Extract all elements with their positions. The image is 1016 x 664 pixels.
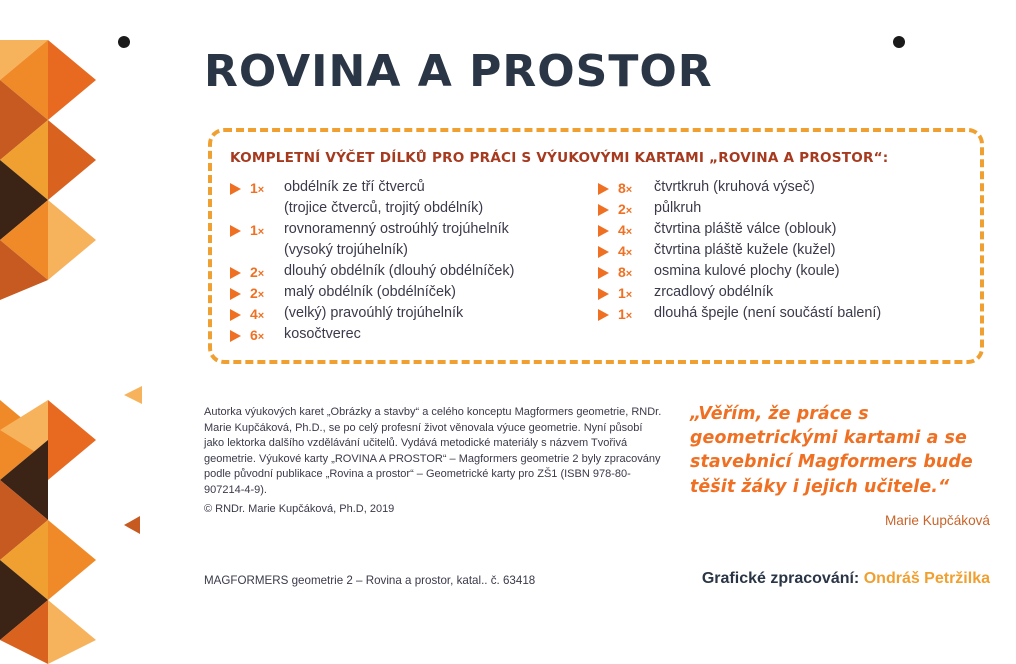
part-name: čtvrtkruh (kruhová výseč)	[654, 179, 815, 195]
arrow-right-icon	[598, 288, 609, 300]
quantity: 6×	[250, 327, 265, 343]
credits-label: Grafické zpracování:	[701, 570, 860, 587]
part-name: kosočtverec	[284, 326, 361, 342]
part-name: dlouhý obdélník (dlouhý obdélníček)	[284, 263, 515, 279]
credits-name: Ondráš Petržilka	[863, 570, 990, 587]
small-triangle-decoration	[124, 386, 144, 406]
part-note: (vysoký trojúhelník)	[284, 242, 408, 258]
quantity: 8×	[618, 264, 633, 280]
quantity: 4×	[250, 306, 265, 322]
part-name: čtvrtina pláště kužele (kužel)	[654, 242, 836, 258]
part-name: (velký) pravoúhlý trojúhelník	[284, 305, 464, 321]
quote: „Věřím, že práce s geometrickými kartami a se stavebnicí Magformers bude těšit žáky i jejich učitele.“	[690, 404, 973, 497]
arrow-right-icon	[230, 330, 241, 342]
part-name: dlouhá špejle (není součástí balení)	[654, 305, 882, 321]
arrow-right-icon	[230, 309, 241, 321]
part-name: osmina kulové plochy (koule)	[654, 263, 840, 279]
graphic-credits	[702, 570, 990, 588]
arrow-right-icon	[598, 246, 609, 258]
decorative-triangle-strip	[0, 0, 96, 664]
quote-author: Marie Kupčáková	[884, 513, 990, 528]
quantity: 4×	[618, 222, 633, 238]
catalog-info: MAGFORMERS geometrie 2 – Rovina a prostor, katal.. č. 63418	[204, 574, 536, 587]
quantity: 4×	[618, 243, 633, 259]
arrow-right-icon	[230, 225, 241, 237]
arrow-right-icon	[230, 267, 241, 279]
quantity: 2×	[250, 285, 265, 301]
part-name: rovnoramenný ostroúhlý trojúhelník	[284, 221, 509, 237]
arrow-right-icon	[230, 183, 241, 195]
arrow-right-icon	[598, 225, 609, 237]
quantity: 1×	[250, 180, 265, 196]
arrow-right-icon	[598, 309, 609, 321]
quantity: 1×	[618, 306, 633, 322]
triangle-pattern	[0, 0, 96, 664]
arrow-right-icon	[230, 288, 241, 300]
arrow-right-icon	[598, 267, 609, 279]
part-name: obdélník ze tří čtverců	[284, 179, 425, 195]
part-note: (trojice čtverců, trojitý obdélník)	[284, 200, 484, 216]
quantity: 2×	[618, 201, 633, 217]
quantity: 2×	[250, 264, 265, 280]
small-triangle-decoration	[124, 516, 144, 536]
copyright-notice: © RNDr. Marie Kupčáková, Ph.D, 2019	[204, 503, 395, 515]
quantity: 8×	[618, 180, 633, 196]
part-name: malý obdélník (obdélníček)	[284, 284, 456, 300]
quantity: 1×	[250, 222, 265, 238]
punch-hole	[118, 36, 130, 48]
quantity: 1×	[618, 285, 633, 301]
arrow-right-icon	[598, 183, 609, 195]
arrow-right-icon	[598, 204, 609, 216]
author-description: Autorka výukových karet „Obrázky a stavby“ a celého konceptu Magformers geometrie, RNDr. Marie Kupčáková, Ph.D., se po celý profesní život věnovala výuce geometrie. Nyní působí jako lektorka dalšího vzdělávání učitelů. Vydává metodické materiály s názvem Tvořivá geometrie. Výukové karty „ROVINA A PROSTOR“ – Magformers geometrie 2 byly zpracovány podle původní publikace „Rovina a prostor“ – Geometrické karty pro ZŠ1 (ISBN 978-80-907214-4-9).	[204, 406, 662, 496]
page-title: ROVINA A PROSTOR	[204, 46, 713, 97]
part-name: půlkruh	[654, 200, 702, 216]
part-name: zrcadlový obdélník	[654, 284, 774, 300]
parts-heading: KOMPLETNÍ VÝČET DÍLKŮ PRO PRÁCI S VÝUKOVÝMI KARTAMI „ROVINA A PROSTOR“:	[230, 150, 889, 166]
part-name: čtvrtina pláště válce (oblouk)	[654, 221, 837, 237]
punch-hole	[893, 36, 905, 48]
